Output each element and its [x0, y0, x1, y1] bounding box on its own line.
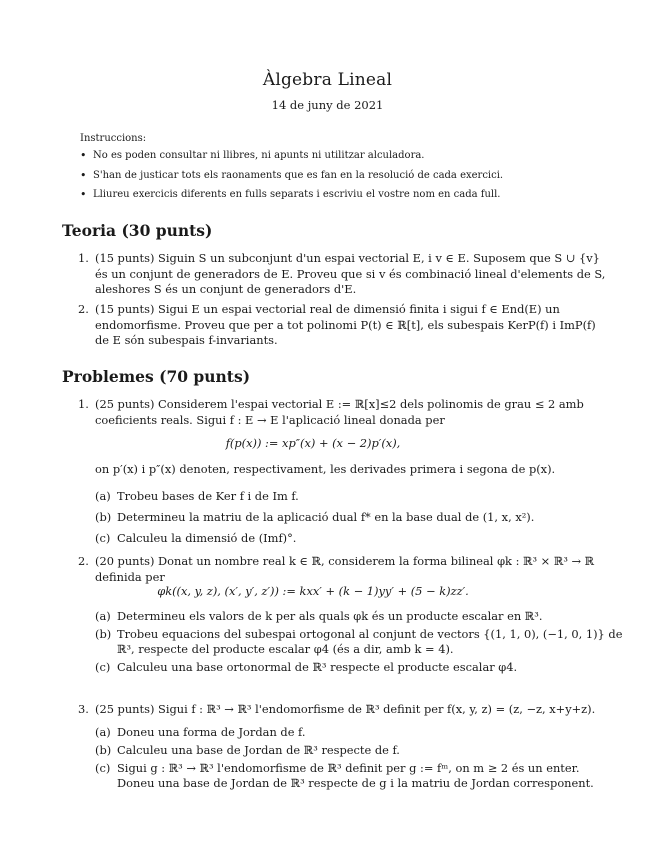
problem-number: 1.	[78, 397, 89, 411]
sub-question	[95, 531, 550, 546]
theory-question-2	[78, 302, 596, 349]
theory-question-1	[78, 251, 606, 298]
sub-label: (b)	[95, 627, 112, 641]
problem-line: (25 punts) Sigui f : ℝ³ → ℝ³ l'endomorfisme de ℝ³ definit per f(x, y, z) = (z, −z, x+y+z).	[95, 702, 596, 716]
problem-2	[78, 554, 595, 585]
instruction-item: • S'han de justicar tots els raonaments que es fan en la resolució de cada exercici.	[80, 170, 560, 190]
sub-label: (a)	[95, 725, 111, 739]
question-line: de E són subespais f-invariants.	[95, 333, 278, 348]
problem-number: 2.	[78, 554, 89, 568]
sub-label: (c)	[95, 531, 111, 545]
question-line: endomorfisme. Proveu que per a tot polinomi P(t) ∈ ℝ[t], els subespais KerP(f) i ImP(f)	[95, 317, 596, 332]
sub-label: (b)	[95, 510, 112, 524]
sub-question	[95, 609, 550, 624]
problem-line: (20 punts) Donat un nombre real k ∈ ℝ, considerem la forma bilineal φk : ℝ³ × ℝ³ → ℝ	[95, 554, 595, 568]
sub-text: Determineu els valors de k per als quals φk és un producte escalar en ℝ³.	[117, 609, 543, 623]
problem-line: coeficients reals. Sigui f : E → E l'aplicació lineal donada per	[95, 412, 445, 427]
sub-question	[95, 743, 550, 758]
sub-label: (c)	[95, 761, 111, 775]
problem-1	[78, 397, 584, 428]
sub-text: Calculeu la dimensió de (Imf)°.	[117, 531, 297, 545]
sub-question	[95, 660, 550, 675]
sub-label: (a)	[95, 609, 111, 623]
question-line: (15 punts) Siguin S un subconjunt d'un espai vectorial E, i v ∈ E. Suposem que S ∪ {v}	[95, 251, 600, 265]
instructions-heading: Instruccions:	[80, 133, 147, 144]
sub-question	[95, 761, 594, 790]
problem-3	[78, 702, 596, 718]
sub-label: (c)	[95, 659, 111, 674]
sub-text: Sigui g : ℝ³ → ℝ³ l'endomorfisme de ℝ³ definit per g := fᵐ, on m ≥ 2 és un enter.	[117, 761, 580, 775]
sub-text: Doneu una forma de Jordan de f.	[117, 725, 306, 739]
problem-line: (25 punts) Considerem l'espai vectorial E := ℝ[x]≤2 dels polinomis de grau ≤ 2 amb	[95, 397, 584, 411]
question-line: aleshores S és un conjunt de generadors d'E.	[95, 282, 357, 297]
problem-number: 3.	[78, 702, 89, 716]
problems-heading: Problemes (70 punts)	[62, 367, 251, 386]
problem-line: definida per	[95, 569, 165, 584]
sub-label: (b)	[95, 743, 112, 757]
instruction-item: • Lliureu exercicis diferents en fulls separats i escriviu el vostre nom en cada full.	[80, 189, 560, 209]
theory-heading: Teoria (30 punts)	[62, 221, 213, 240]
problem-2-parts	[95, 609, 623, 678]
sub-text: ℝ³, respecte del producte escalar φ4 (és a dir, amb k = 4).	[117, 641, 454, 656]
sub-text: Calculeu una base de Jordan de ℝ³ respecte de f.	[117, 743, 400, 757]
sub-text: Calculeu una base ortonormal de ℝ³ respecte el producte escalar φ4.	[117, 659, 518, 674]
question-line: és un conjunt de generadors de E. Proveu que si v és combinació lineal d'elements de S,	[95, 266, 606, 281]
sub-question	[95, 627, 623, 656]
problem-3-parts	[95, 725, 594, 794]
sub-text: Trobeu bases de Ker f i de Im f.	[117, 489, 299, 503]
sub-question	[95, 489, 550, 504]
instruction-item: • No es poden consultar ni llibres, ni apunts ni utilitzar alculadora.	[80, 150, 560, 170]
exam-title: Àlgebra Lineal	[262, 70, 393, 90]
question-number: 2.	[78, 302, 89, 316]
sub-text: Trobeu equacions del subespai ortogonal al conjunt de vectors {(1, 1, 0), (−1, 0, 1)} de	[117, 627, 623, 641]
problem-1-formula: f(p(x)) := xp″(x) + (x − 2)p′(x),	[225, 436, 401, 450]
problem-2-formula: φk((x, y, z), (x′, y′, z′)) := kxx′ + (k − 1)yy′ + (5 − k)zz′.	[157, 584, 469, 598]
sub-text: Doneu una base de Jordan de ℝ³ respecte de g i la matriu de Jordan corresponent.	[117, 775, 594, 790]
question-line: (15 punts) Sigui E un espai vectorial real de dimensió finita i sigui f ∈ End(E) un	[95, 302, 560, 316]
sub-question	[95, 510, 550, 525]
instructions-list	[80, 150, 560, 209]
sub-question	[95, 725, 550, 740]
exam-date: 14 de juny de 2021	[271, 98, 384, 112]
problem-1-note: on p′(x) i p″(x) denoten, respectivament, les derivades primera i segona de p(x).	[95, 462, 556, 476]
question-number: 1.	[78, 251, 89, 265]
sub-text: Determineu la matriu de la aplicació dual f* en la base dual de (1, x, x²).	[117, 510, 535, 524]
problem-1-parts	[95, 489, 550, 552]
sub-label: (a)	[95, 489, 111, 503]
